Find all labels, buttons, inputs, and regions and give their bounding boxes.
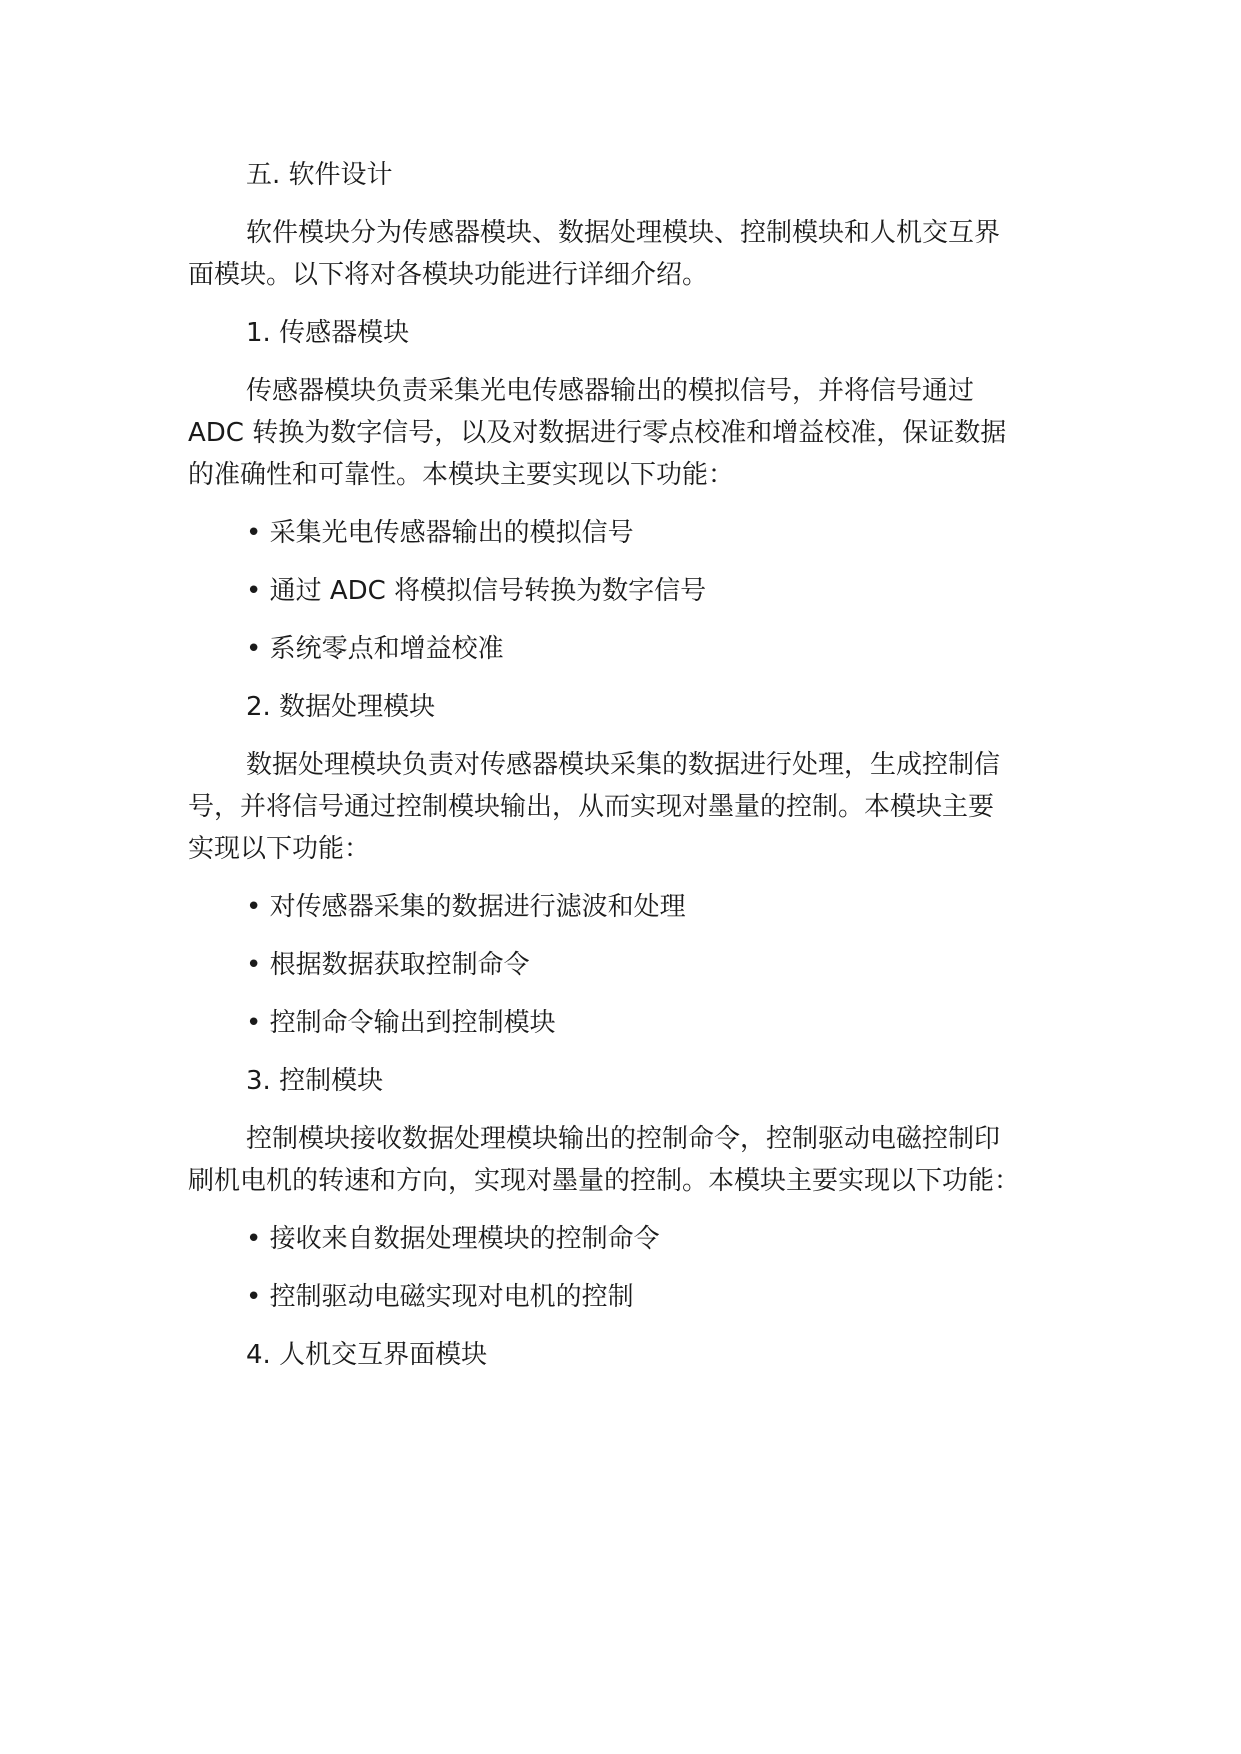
- module-1-heading: 1. 传感器模块: [246, 318, 410, 348]
- module-1-para-line-3: 的准确性和可靠性。本模块主要实现以下功能：: [188, 460, 735, 490]
- intro-line-2: 面模块。以下将对各模块功能进行详细介绍。: [188, 260, 709, 290]
- module-3-bullet: • 控制驱动电磁实现对电机的控制: [246, 1282, 634, 1312]
- module-4-heading: 4. 人机交互界面模块: [246, 1340, 488, 1370]
- module-3-heading: 3. 控制模块: [246, 1066, 384, 1096]
- module-1-para-line-1: 传感器模块负责采集光电传感器输出的模拟信号，并将信号通过: [246, 376, 975, 406]
- module-1-para-line-2: ADC 转换为数字信号，以及对数据进行零点校准和增益校准，保证数据: [188, 418, 1007, 448]
- module-3-para-line-1: 控制模块接收数据处理模块输出的控制命令，控制驱动电磁控制印: [246, 1124, 1001, 1154]
- module-3-para-line-2: 刷机电机的转速和方向，实现对墨量的控制。本模块主要实现以下功能：: [188, 1166, 1021, 1196]
- module-1-bullet: • 通过 ADC 将模拟信号转换为数字信号: [246, 576, 707, 606]
- module-2-para-line-3: 实现以下功能：: [188, 834, 371, 864]
- module-3-bullet: • 接收来自数据处理模块的控制命令: [246, 1224, 660, 1254]
- module-2-bullet: • 根据数据获取控制命令: [246, 950, 530, 980]
- module-2-bullet: • 对传感器采集的数据进行滤波和处理: [246, 892, 686, 922]
- module-2-para-line-2: 号，并将信号通过控制模块输出，从而实现对墨量的控制。本模块主要: [188, 792, 995, 822]
- module-2-bullet: • 控制命令输出到控制模块: [246, 1008, 556, 1038]
- module-2-heading: 2. 数据处理模块: [246, 692, 436, 722]
- module-2-para-line-1: 数据处理模块负责对传感器模块采集的数据进行处理，生成控制信: [246, 750, 1001, 780]
- intro-line-1: 软件模块分为传感器模块、数据处理模块、控制模块和人机交互界: [246, 218, 1001, 248]
- module-1-bullet: • 采集光电传感器输出的模拟信号: [246, 518, 634, 548]
- section-title: 五. 软件设计: [246, 160, 393, 190]
- module-1-bullet: • 系统零点和增益校准: [246, 634, 504, 664]
